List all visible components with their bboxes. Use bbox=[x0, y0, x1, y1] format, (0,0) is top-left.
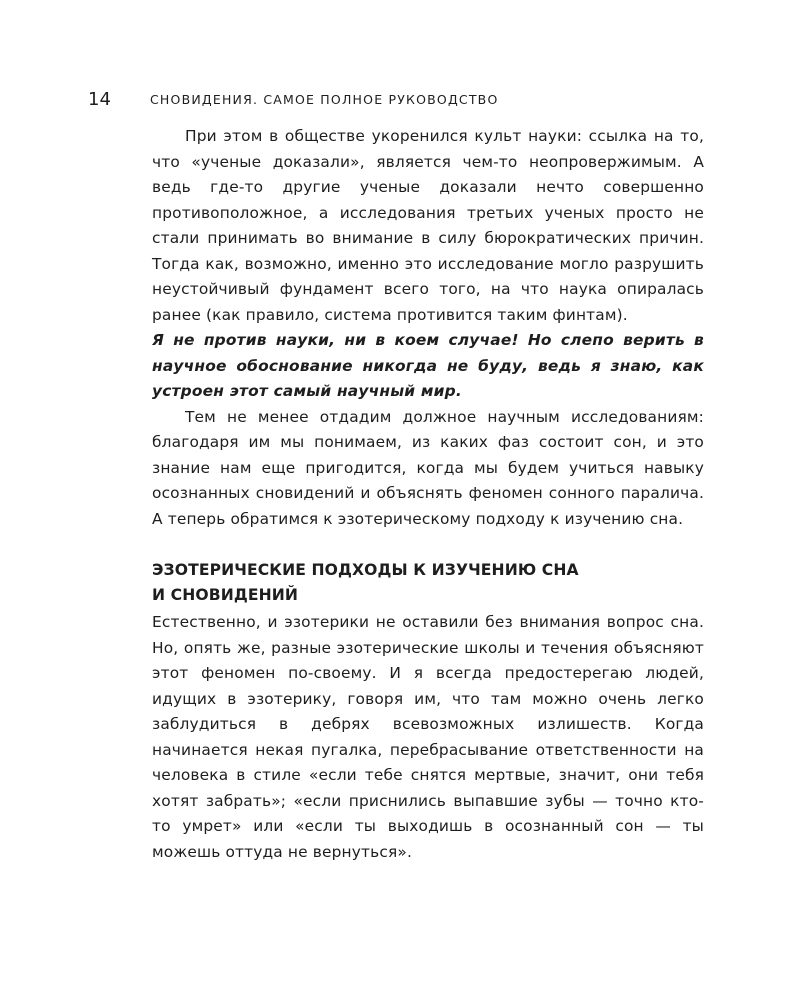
paragraph-science-cult: При этом в обществе укоренился культ науки: ссылка на то, что «ученые доказали», является чем-то неопровержимым. А ведь где-то другие ученые доказали нечто совершенно противоположное, а исследования третьих ученых просто не стали принимать во внимание в силу бюрократических причин. Тогда как, возможно, именно это исследование могло разрушить неустойчивый фундамент всего того, на что наука опиралась ранее (как правило, система противится таким финтам). bbox=[152, 127, 704, 324]
section-heading-line-1: ЭЗОТЕРИЧЕСКИЕ ПОДХОДЫ К ИЗУЧЕНИЮ СНА bbox=[152, 561, 579, 579]
page-number: 14 bbox=[88, 89, 111, 110]
running-header bbox=[88, 88, 728, 112]
paragraph-emphasis: Я не против науки, ни в коем случае! Но слепо верить в научное обоснование никогда не буду, ведь я знаю, как устроен этот самый научный мир. bbox=[152, 331, 704, 400]
section-heading-line-2: И СНОВИДЕНИЙ bbox=[152, 586, 299, 604]
paragraph-esoteric: Естественно, и эзотерики не оставили без внимания вопрос сна. Но, опять же, разные эзотерические школы и течения объясняют этот феномен по-своему. И я всегда предостерегаю людей, идущих в эзотерику, говоря им, что там можно очень легко заблудиться в дебрях всевозможных излишеств. Когда начинается некая пугалка, перебрасывание ответственности на человека в стиле «если тебе снятся мертвые, значит, они тебя хотят забрать»; «если приснились выпавшие зубы — точно кто-то умрет» или «если ты выходишь в осознанный сон — ты можешь оттуда не вернуться». bbox=[152, 613, 704, 861]
book-title: СНОВИДЕНИЯ. САМОЕ ПОЛНОЕ РУКОВОДСТВО bbox=[150, 92, 499, 107]
body-text bbox=[152, 124, 704, 865]
paragraph-sleep-research: Тем не менее отдадим должное научным исследованиям: благодаря им мы понимаем, из каких фаз состоит сон, и это знание нам еще пригодится, когда мы будем учиться навыку осознанных сновидений и объяснять феномен сонного паралича. А теперь обратимся к эзотерическому подходу к изучению сна. bbox=[152, 407, 704, 528]
section-heading bbox=[152, 558, 704, 608]
